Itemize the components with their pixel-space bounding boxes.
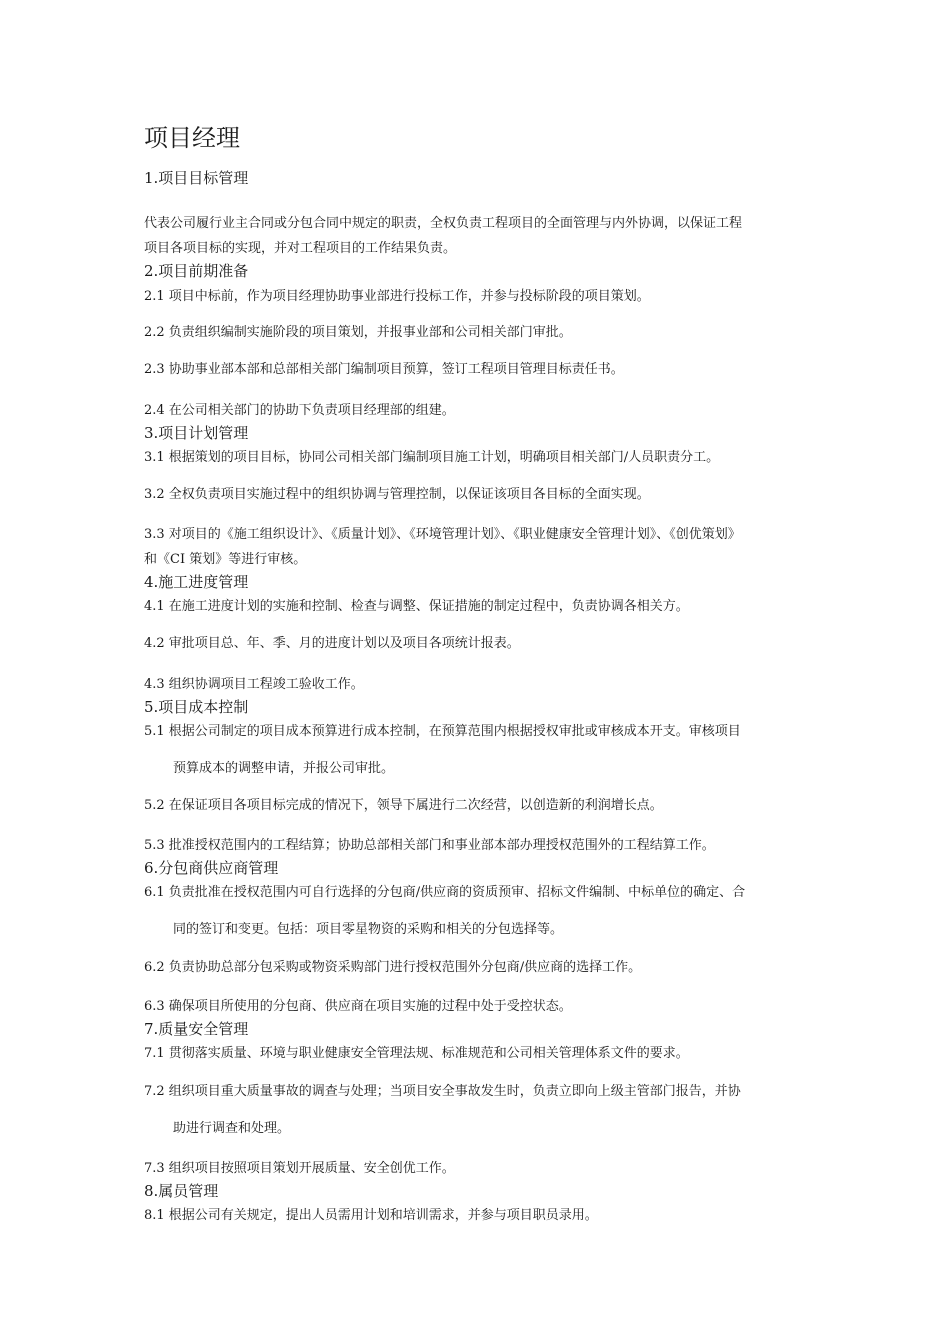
item-5-1-line-1: 5.1 根据公司制定的项目成本预算进行成本控制，在预算范围内根据授权审批或审核成本开支。审核项目 — [144, 724, 741, 739]
item-2-2: 2.2 负责组织编制实施阶段的项目策划，并报事业部和公司相关部门审批。 — [144, 325, 572, 340]
item-7-2-line-1: 7.2 组织项目重大质量事故的调查与处理；当项目安全事故发生时，负责立即向上级主管部门报告，并协 — [144, 1084, 741, 1099]
section-heading-3: 3.项目计划管理 — [144, 424, 249, 442]
item-2-3: 2.3 协助事业部本部和总部相关部门编制项目预算，签订工程项目管理目标责任书。 — [144, 362, 624, 377]
item-3-1: 3.1 根据策划的项目目标，协同公司相关部门编制项目施工计划，明确项目相关部门/人员职责分工。 — [144, 450, 720, 465]
section-1-text-line-1: 代表公司履行业主合同或分包合同中规定的职责，全权负责工程项目的全面管理与内外协调，以保证工程 — [144, 216, 743, 231]
item-6-3: 6.3 确保项目所使用的分包商、供应商在项目实施的过程中处于受控状态。 — [144, 999, 572, 1014]
page-title: 项目经理 — [144, 124, 240, 152]
section-heading-6: 6.分包商供应商管理 — [144, 859, 279, 877]
section-1-text-line-2: 项目各项目标的实现，并对工程项目的工作结果负责。 — [144, 241, 457, 256]
item-3-2: 3.2 全权负责项目实施过程中的组织协调与管理控制，以保证该项目各目标的全面实现。 — [144, 487, 650, 502]
item-2-1: 2.1 项目中标前，作为项目经理协助事业部进行投标工作，并参与投标阶段的项目策划。 — [144, 289, 650, 304]
section-heading-1: 1.项目目标管理 — [144, 169, 249, 187]
item-6-1-line-1: 6.1 负责批准在授权范围内可自行选择的分包商/供应商的资质预审、招标文件编制、中标单位的确定、合 — [144, 885, 746, 900]
item-5-2: 5.2 在保证项目各项目标完成的情况下，领导下属进行二次经营，以创造新的利润增长点。 — [144, 798, 663, 813]
item-7-2-line-2: 助进行调查和处理。 — [173, 1121, 291, 1136]
item-4-1: 4.1 在施工进度计划的实施和控制、检查与调整、保证措施的制定过程中，负责协调各相关方。 — [144, 599, 689, 614]
item-3-3-line-2: 和《CI 策划》等进行审核。 — [144, 552, 307, 567]
section-heading-7: 7.质量安全管理 — [144, 1020, 249, 1038]
item-7-1: 7.1 贯彻落实质量、环境与职业健康安全管理法规、标准规范和公司相关管理体系文件的要求。 — [144, 1046, 689, 1061]
item-6-2: 6.2 负责协助总部分包采购或物资采购部门进行授权范围外分包商/供应商的选择工作。 — [144, 960, 642, 975]
item-7-3: 7.3 组织项目按照项目策划开展质量、安全创优工作。 — [144, 1161, 455, 1176]
item-5-1-line-2: 预算成本的调整申请，并报公司审批。 — [173, 761, 395, 776]
section-heading-5: 5.项目成本控制 — [144, 698, 249, 716]
item-4-2: 4.2 审批项目总、年、季、月的进度计划以及项目各项统计报表。 — [144, 636, 520, 651]
item-3-3-line-1: 3.3 对项目的《施工组织设计》、《质量计划》、《环境管理计划》、《职业健康安全管理计划》、《创优策划》 — [144, 527, 741, 542]
item-5-3: 5.3 批准授权范围内的工程结算；协助总部相关部门和事业部本部办理授权范围外的工程结算工作。 — [144, 838, 715, 853]
item-2-4: 2.4 在公司相关部门的协助下负责项目经理部的组建。 — [144, 403, 455, 418]
section-heading-8: 8.属员管理 — [144, 1182, 219, 1200]
section-heading-4: 4.施工进度管理 — [144, 573, 249, 591]
section-heading-2: 2.项目前期准备 — [144, 262, 249, 280]
item-8-1: 8.1 根据公司有关规定，提出人员需用计划和培训需求，并参与项目职员录用。 — [144, 1208, 598, 1223]
item-4-3: 4.3 组织协调项目工程竣工验收工作。 — [144, 677, 364, 692]
item-6-1-line-2: 同的签订和变更。包括：项目零星物资的采购和相关的分包选择等。 — [173, 922, 564, 937]
